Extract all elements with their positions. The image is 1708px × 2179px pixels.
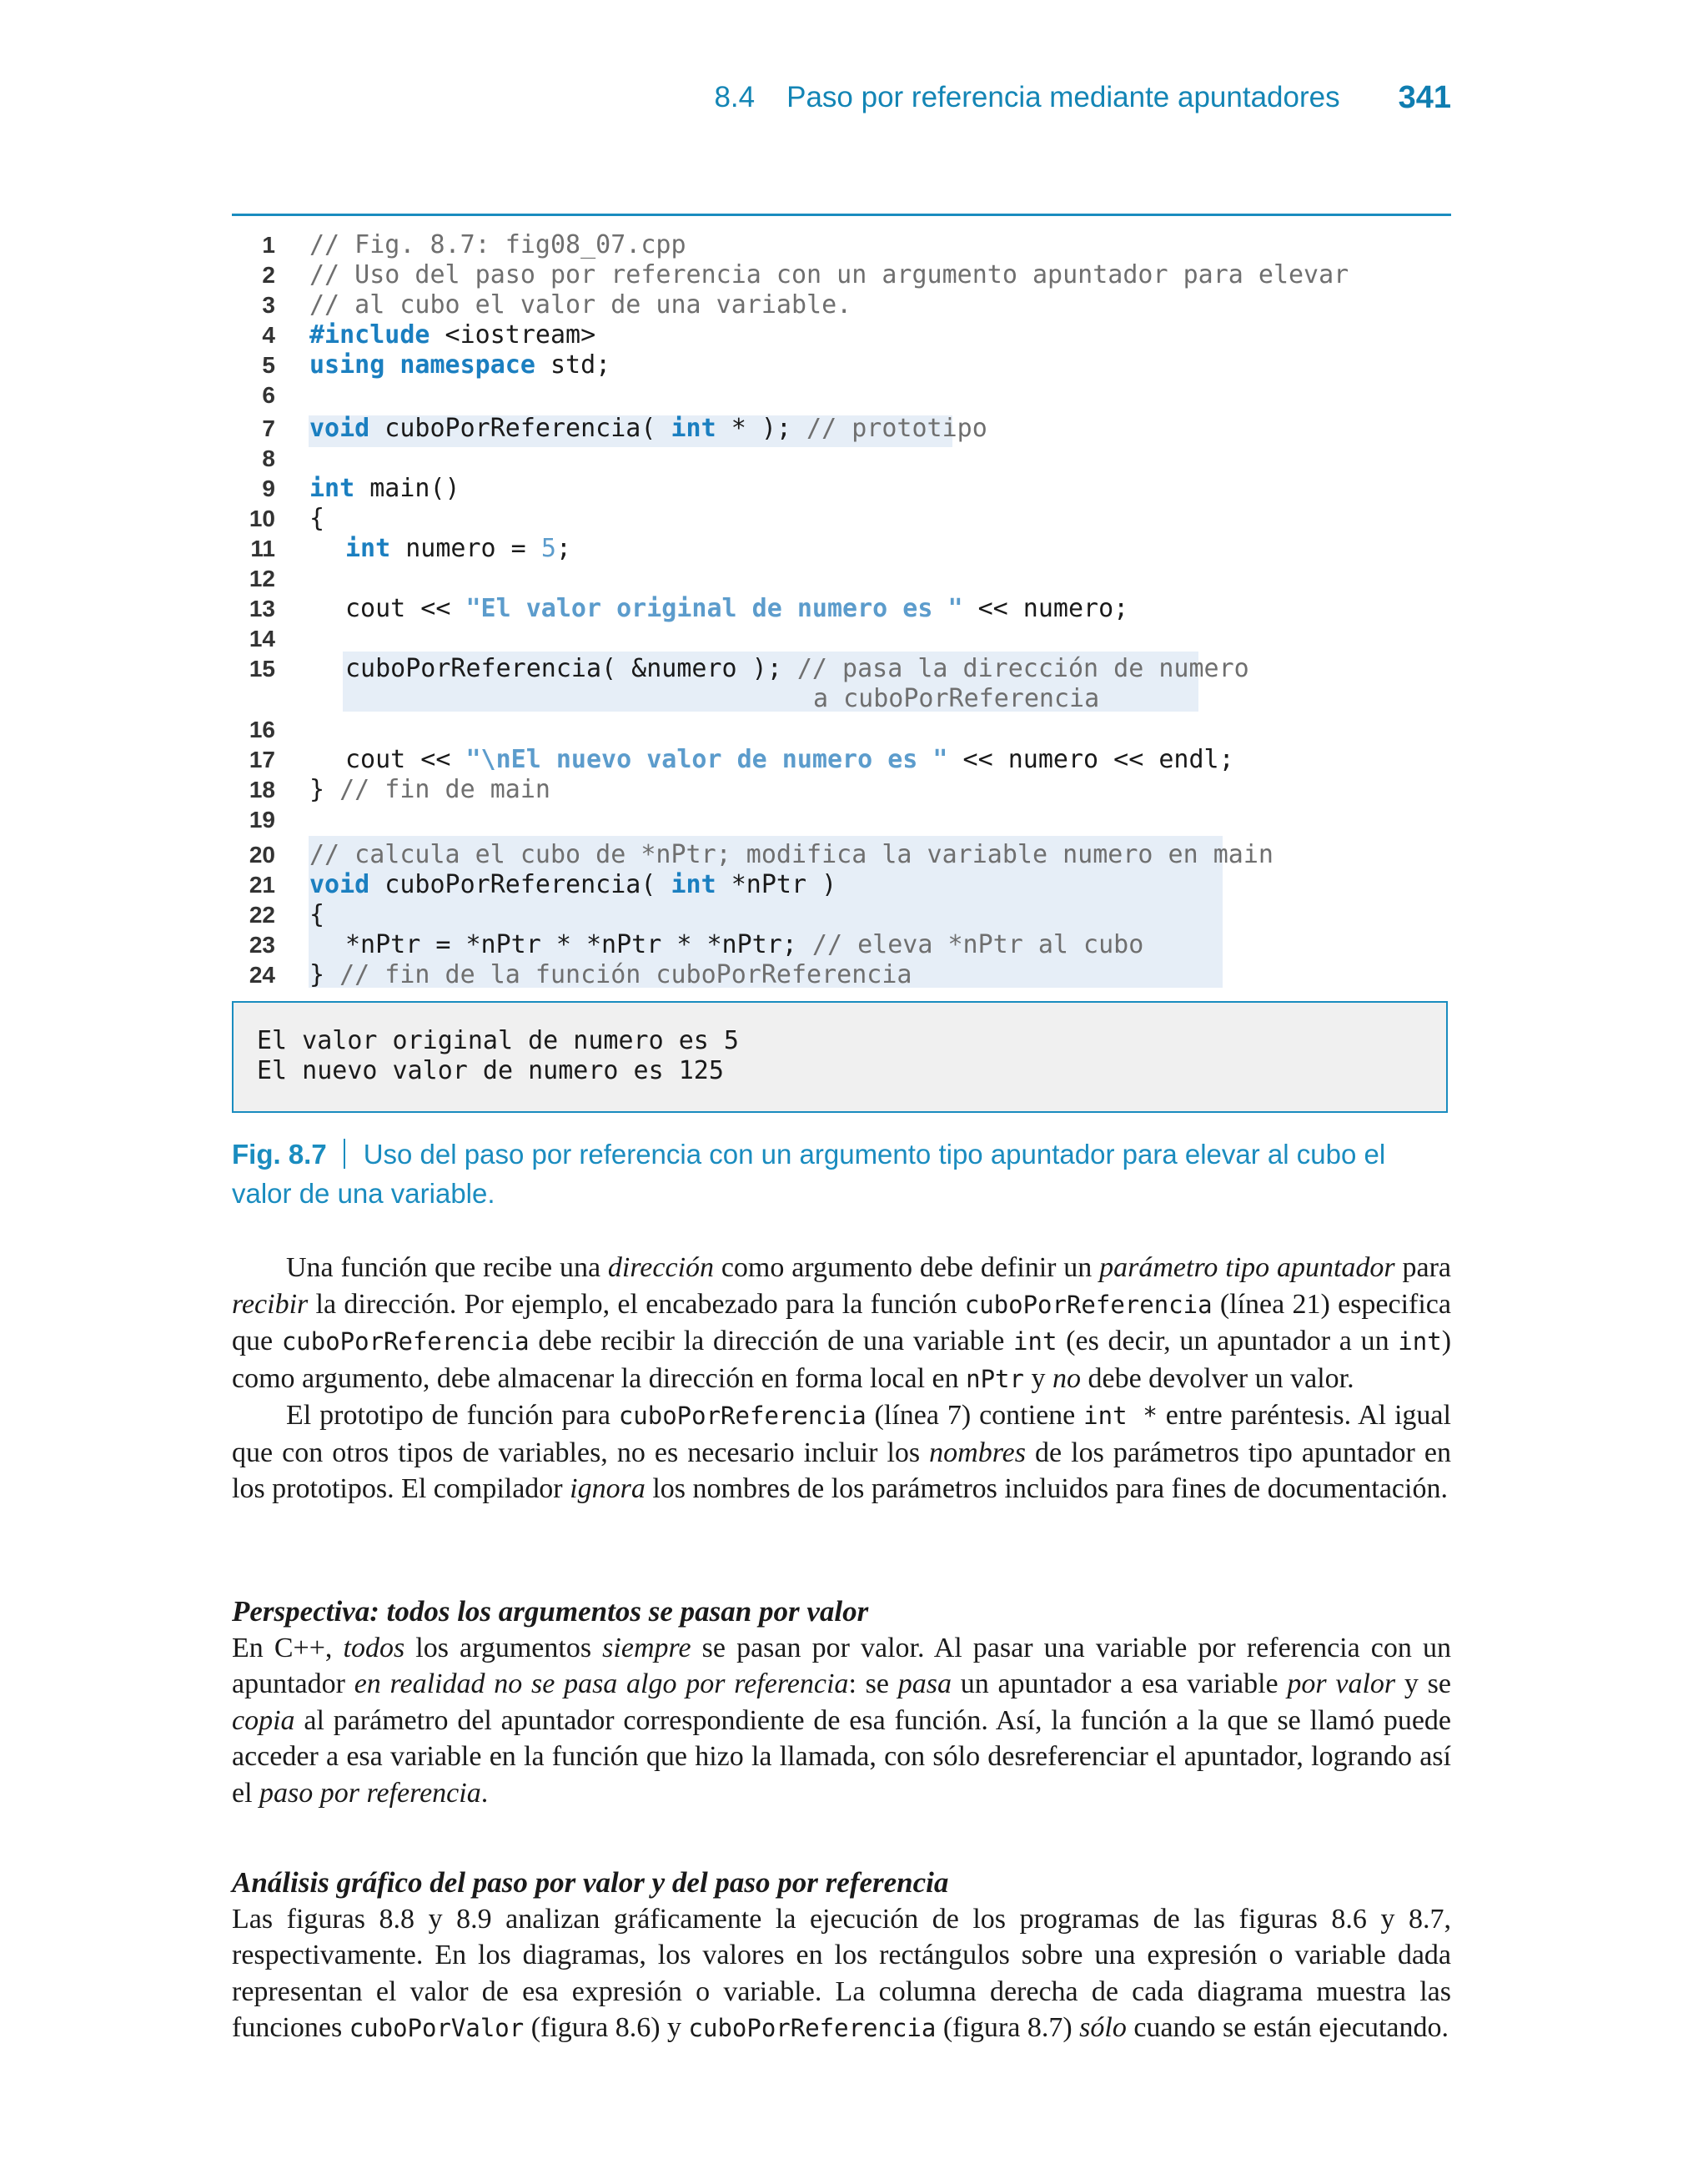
body-text-1: [232, 1250, 1451, 1507]
top-rule: [232, 214, 1451, 216]
code-line-11: 11 int numero = 5;: [250, 534, 571, 563]
section-heading: Análisis gráfico del paso por valor y del paso por referencia: [232, 1866, 949, 1899]
running-header: [232, 77, 1451, 118]
code-line-22: 22 {: [249, 900, 325, 929]
code-line-24: 24 } // fin de la función cuboPorReferencia: [249, 960, 912, 989]
code-line-10: 10 {: [249, 504, 325, 533]
code-line-1: 1 // Fig. 8.7: fig08_07.cpp: [262, 230, 686, 259]
caption-separator: [344, 1139, 345, 1169]
output-line-2: El nuevo valor de numero es 125: [257, 1056, 724, 1085]
code-line-7: 7 void cuboPorReferencia( int * ); // prototipo: [262, 414, 987, 443]
code-line-21: 21 void cuboPorReferencia( int *nPtr ): [249, 870, 837, 899]
program-output: [232, 1001, 1448, 1113]
paragraph: Las figuras 8.8 y 8.9 analizan gráficamente la ejecución de los programas de las figuras 8.6 y 8.7, respectivamente. En los diagramas, los valores en los rectángulos sobre una expresión o variable dada representan el valor de esa expresión o variable. La columna derecha de cada diagrama muestra las funciones cuboPorValor (figura 8.6) y cuboPorReferencia (figura 8.7) sólo cuando se están ejecutando.: [232, 1903, 1451, 2043]
code-line-17: 17 cout << "\nEl nuevo valor de numero es " << numero << endl;: [249, 745, 1234, 774]
paragraph: En C++, todos los argumentos siempre se pasan por valor. Al pasar una variable por referencia con un apuntador en realidad no se pasa algo por referencia: se pasa un apuntador a esa variable por valor y se copia al parámetro del apuntador correspondiente de esa función. Así, la función a la que se llamó puede acceder a esa variable en la función que hizo la llamada, con sólo desreferenciar el apuntador, logrando así el paso por referencia.: [232, 1632, 1451, 1809]
section-heading: Perspectiva: todos los argumentos se pasan por valor: [232, 1595, 869, 1628]
code-line-23: 23 *nPtr = *nPtr * *nPtr * *nPtr; // eleva *nPtr al cubo: [249, 930, 1144, 959]
code-line-9: 9 int main(): [262, 474, 460, 503]
code-line-20: 20 // calcula el cubo de *nPtr; modifica la variable numero en main: [249, 840, 1273, 869]
section-number: 8.4: [714, 81, 756, 113]
code-line-12: 12: [249, 566, 275, 591]
figure-caption: [232, 1135, 1451, 1213]
code-line-3: 3 // al cubo el valor de una variable.: [262, 290, 852, 320]
body-section-1: [232, 1593, 1451, 1811]
page-number: 341: [1398, 79, 1451, 115]
code-line-18: 18 } // fin de main: [249, 775, 550, 804]
section-title: Paso por referencia mediante apuntadores: [786, 81, 1340, 113]
code-line-15: 15 cuboPorReferencia( &numero ); // pasa la dirección de numero: [249, 654, 1249, 683]
figure-label: Fig. 8.7: [232, 1139, 327, 1170]
code-line-4: 4 #include <iostream>: [262, 320, 596, 350]
code-line-5: 5 using namespace std;: [262, 350, 611, 380]
code-line-2: 2 // Uso del paso por referencia con un argumento apuntador para elevar: [262, 260, 1349, 289]
code-line-14: 14: [249, 626, 275, 652]
code-line-6: 6: [262, 382, 275, 408]
paragraph: El prototipo de función para cuboPorReferencia (línea 7) contiene int * entre paréntesis. Al igual que con otros tipos de variables, no es necesario incluir los nombres de los parámetros tipo apuntador en los prototipos. El compilador ignora los nombres de los parámetros incluidos para fines de documentación.: [232, 1400, 1451, 1504]
caption-text: Uso del paso por referencia con un argumento tipo apuntador para elevar al cubo el valor de una variable.: [232, 1139, 1386, 1209]
body-section-2: [232, 1864, 1451, 2047]
code-line-15-continued: a cuboPorReferencia: [813, 684, 1100, 713]
code-line-8: 8: [262, 445, 275, 471]
code-line-13: 13 cout << "El valor original de numero es " << numero;: [249, 594, 1129, 623]
code-listing: [232, 230, 1451, 990]
code-line-16: 16: [249, 717, 275, 742]
paragraph: Una función que recibe una dirección como argumento debe definir un parámetro tipo apuntador para recibir la dirección. Por ejemplo, el encabezado para la función cuboPorReferencia (línea 21) especifica que cuboPorReferencia debe recibir la dirección de una variable int (es decir, un apuntador a un int) como argumento, debe almacenar la dirección en forma local en nPtr y no debe devolver un valor.: [232, 1252, 1452, 1394]
output-line-1: El valor original de numero es 5: [257, 1026, 739, 1055]
code-line-19: 19: [249, 807, 275, 833]
